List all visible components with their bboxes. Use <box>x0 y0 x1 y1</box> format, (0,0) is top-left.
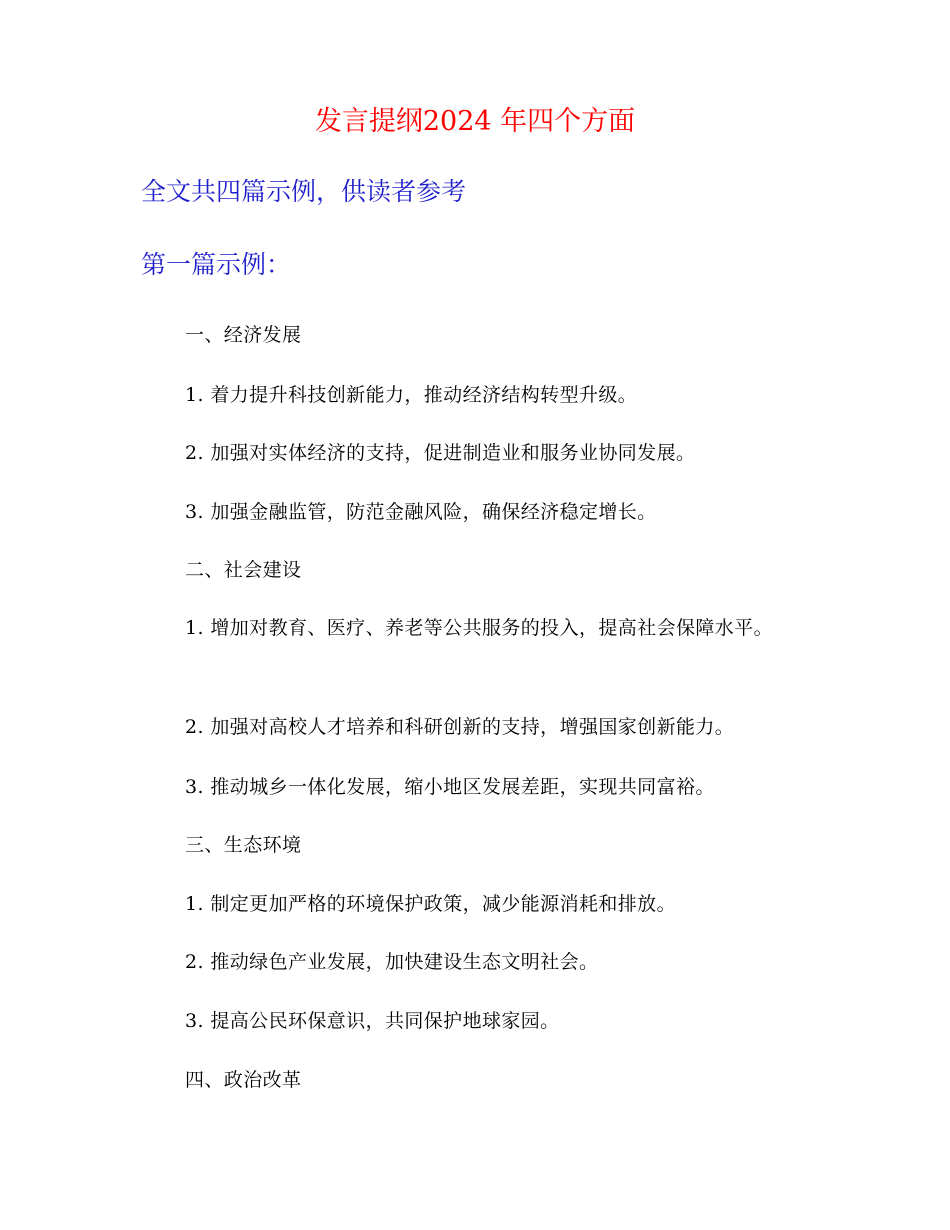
intro-line: 全文共四篇示例，供读者参考 <box>141 177 467 206</box>
paragraph-item: 1. 着力提升科技创新能力，推动经济结构转型升级。 <box>185 384 638 406</box>
paragraph-item: 2. 加强对高校人才培养和科研创新的支持，增强国家创新能力。 <box>185 716 735 738</box>
example-heading: 第一篇示例： <box>141 250 292 279</box>
section-heading-ecology: 三、生态环境 <box>185 834 302 856</box>
paragraph-item: 3. 加强金融监管，防范金融风险，确保经济稳定增长。 <box>185 501 657 523</box>
paragraph-item: 3. 推动城乡一体化发展，缩小地区发展差距，实现共同富裕。 <box>185 776 715 798</box>
paragraph-item: 2. 推动绿色产业发展，加快建设生态文明社会。 <box>185 951 599 973</box>
section-heading-politics: 四、政治改革 <box>185 1069 302 1091</box>
paragraph-item: 1. 增加对教育、医疗、养老等公共服务的投入，提高社会保障水平。 <box>185 617 773 639</box>
paragraph-item: 3. 提高公民环保意识，共同保护地球家园。 <box>185 1010 560 1032</box>
paragraph-item: 2. 加强对实体经济的支持，促进制造业和服务业协同发展。 <box>185 442 696 464</box>
paragraph-item: 1. 制定更加严格的环境保护政策，减少能源消耗和排放。 <box>185 893 676 915</box>
document-title: 发言提纲2024 年四个方面 <box>314 106 636 137</box>
section-heading-economy: 一、经济发展 <box>185 324 302 346</box>
section-heading-society: 二、社会建设 <box>185 559 302 581</box>
